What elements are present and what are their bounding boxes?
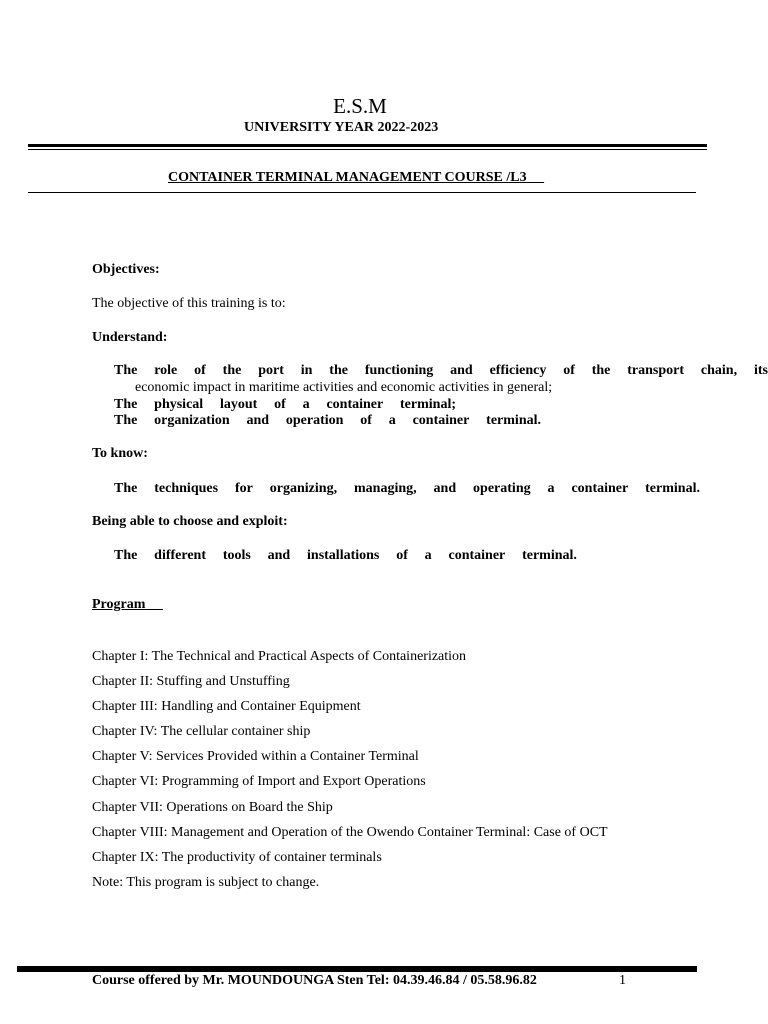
word: of <box>194 363 206 378</box>
word: a <box>547 481 555 496</box>
word: physical <box>154 397 204 412</box>
chapter-item: Chapter V: Services Provided within a Container Terminal <box>92 749 419 764</box>
understand-heading: Understand: <box>92 330 168 345</box>
word: a <box>388 413 396 428</box>
chapter-item: Chapter I: The Technical and Practical Aspects of Containerization <box>92 649 467 664</box>
word: chain, <box>700 363 738 378</box>
chapter-item: Chapter II: Stuffing and Unstuffing <box>92 674 290 689</box>
word: the <box>329 363 348 378</box>
word: managing, <box>354 481 417 496</box>
word: container <box>571 481 629 496</box>
word: functioning <box>364 363 434 378</box>
institution-name: E.S.M <box>333 94 387 118</box>
word: and <box>433 481 457 496</box>
to-know-heading: To know: <box>92 446 148 461</box>
word: tools <box>222 548 251 563</box>
program-heading <box>92 597 163 613</box>
chapter-item: Chapter III: Handling and Container Equipment <box>92 699 361 714</box>
word: its <box>753 363 768 378</box>
word: layout <box>219 397 258 412</box>
objectives-heading: Objectives: <box>92 262 160 277</box>
word: terminal. <box>486 413 541 428</box>
word: in <box>300 363 313 378</box>
page-number: 1 <box>619 973 626 988</box>
chapter-item: Chapter VI: Programming of Import and Export Operations <box>92 774 426 789</box>
word: the <box>591 363 611 378</box>
word: The <box>114 363 138 378</box>
program-heading-text: Program <box>92 597 146 612</box>
footer-rule <box>17 966 697 972</box>
word: organization <box>154 413 230 428</box>
word: container <box>412 413 470 428</box>
understand-item-2 <box>114 397 456 413</box>
word: The <box>114 548 138 563</box>
chapter-item: Chapter VII: Operations on Board the Ship <box>92 800 333 815</box>
understand-item-3 <box>114 413 541 429</box>
word: for <box>234 481 253 496</box>
word: techniques <box>154 481 219 496</box>
word: installations <box>307 548 380 563</box>
chapter-item: Chapter VIII: Management and Operation of the Owendo Container Terminal: Case of OCT <box>92 825 608 840</box>
program-note: Note: This program is subject to change. <box>92 875 320 890</box>
word: container <box>448 548 506 563</box>
word: container <box>326 397 384 412</box>
word: port <box>258 363 284 378</box>
choose-item <box>114 548 577 564</box>
university-year: UNIVERSITY YEAR 2022-2023 <box>244 120 439 135</box>
chapter-item: Chapter IX: The productivity of container terminals <box>92 850 382 865</box>
word: of <box>396 548 408 563</box>
word: different <box>154 548 206 563</box>
word: operation <box>285 413 344 428</box>
header-rule-thin <box>28 149 707 150</box>
word: The <box>114 397 138 412</box>
word: The <box>114 413 138 428</box>
header-rule-thick <box>28 144 707 147</box>
word: of <box>563 363 575 378</box>
word: terminal; <box>400 397 456 412</box>
chapter-item: Chapter IV: The cellular container ship <box>92 724 311 739</box>
course-title <box>168 170 544 186</box>
word: a <box>424 548 432 563</box>
course-title-text: CONTAINER TERMINAL MANAGEMENT COURSE /L3 <box>168 170 527 185</box>
objectives-intro: The objective of this training is to: <box>92 296 286 311</box>
word: terminal. <box>645 481 700 496</box>
word: terminal. <box>522 548 577 563</box>
word: of <box>274 397 286 412</box>
word: operating <box>473 481 531 496</box>
word: of <box>360 413 372 428</box>
understand-item-1 <box>114 363 768 379</box>
word: and <box>246 413 270 428</box>
word: role <box>154 363 178 378</box>
word: and <box>450 363 473 378</box>
choose-heading: Being able to choose and exploit: <box>92 514 288 529</box>
footer-credit: Course offered by Mr. MOUNDOUNGA Sten Tel: 04.39.46.84 / 05.58.96.82 <box>92 973 537 988</box>
word: a <box>302 397 310 412</box>
word: The <box>114 481 138 496</box>
understand-item-1-continuation: economic impact in maritime activities and economic activities in general; <box>135 380 553 395</box>
word: transport <box>627 363 685 378</box>
word: efficiency <box>489 363 547 378</box>
word: the <box>222 363 242 378</box>
to-know-item <box>114 481 700 497</box>
word: organizing, <box>269 481 338 496</box>
word: and <box>267 548 291 563</box>
title-rule <box>28 192 696 193</box>
